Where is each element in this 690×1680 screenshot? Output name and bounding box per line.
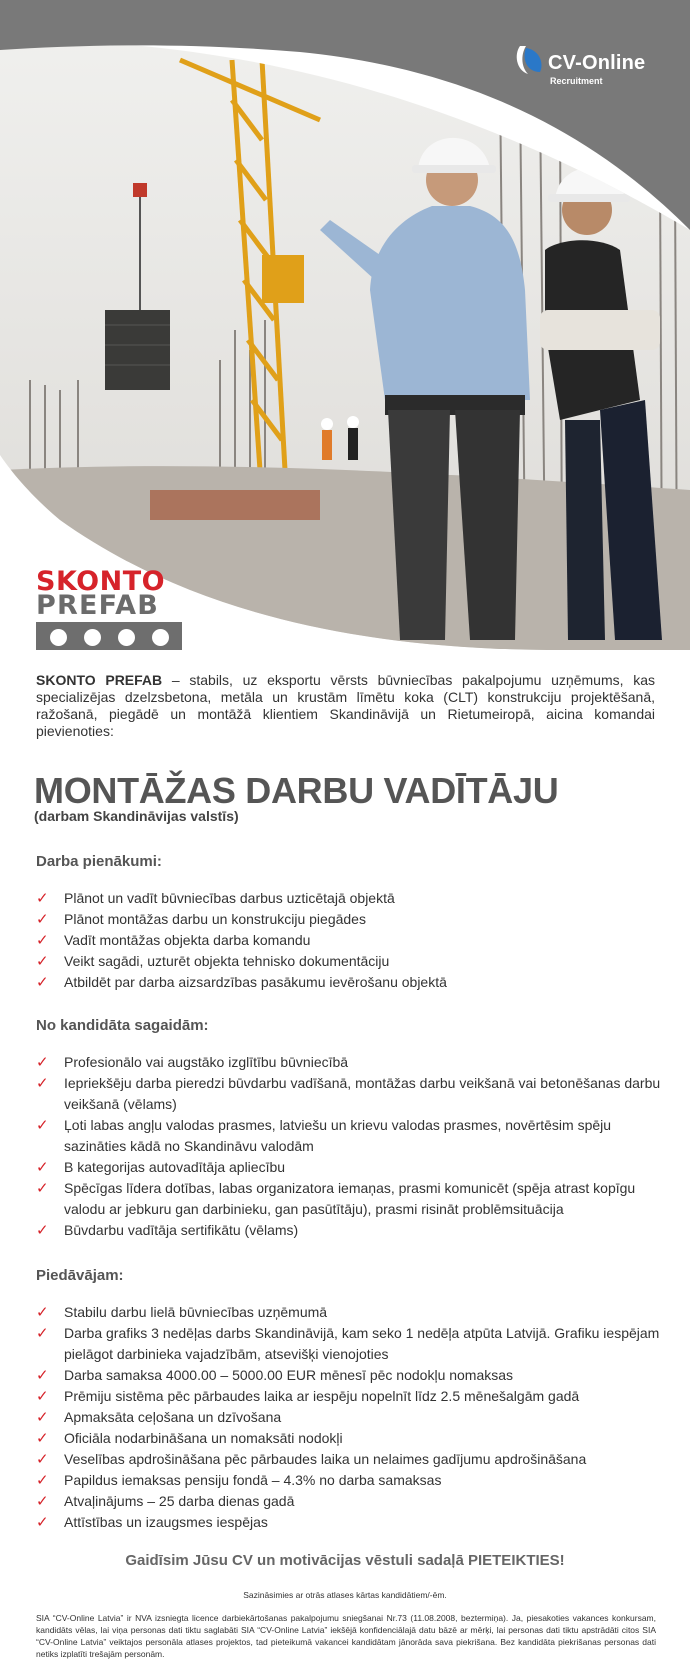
- skonto-word: SKONTO: [36, 566, 166, 597]
- checkmark-icon: ✓: [36, 1430, 49, 1447]
- checkmark-icon: ✓: [36, 1054, 49, 1071]
- list-item-text: Darba grafiks 3 nedēļas darbs Skandināvijā, kam seko 1 nedēļa atpūta Latvijā. Grafiku iespējam pielāgot darbinieka vajadzībām, atsevišķi vienojoties: [64, 1325, 660, 1362]
- list-item: [36, 1052, 666, 1073]
- list-item-text: Atbildēt par darba aizsardzības pasākumu ievērošanu objektā: [64, 974, 447, 990]
- intro-text: – stabils, uz eksportu vērsts būvniecības pakalpojumu uzņēmums, kas specializējas dzelzsbetona, metāla un krustām līmētu koka (CLT) konstrukciju projektēšanā, ražošanā, piegādē un montāžā klientiem Skandināvijā un Rietumeiropā, aicina komandai pievienoties:: [36, 672, 655, 739]
- list-item: [36, 972, 666, 993]
- prefab-dot-icon: [118, 629, 135, 646]
- skonto-prefab-logo: [36, 566, 182, 650]
- list-item-text: B kategorijas autovadītāja apliecību: [64, 1159, 286, 1175]
- list-item: [36, 1178, 666, 1220]
- checkmark-icon: ✓: [36, 1159, 49, 1176]
- list-item: [36, 1302, 666, 1323]
- list-item-text: Darba samaksa 4000.00 – 5000.00 EUR mēnesī pēc nodokļu nomaksas: [64, 1367, 514, 1383]
- offer-list: [36, 1302, 666, 1533]
- list-item: [36, 888, 666, 909]
- company-name: SKONTO PREFAB: [36, 672, 163, 688]
- contact-note: Sazināsimies ar otrās atlases kārtas kandidātiem/-ēm.: [243, 1590, 447, 1600]
- list-item: [36, 1073, 666, 1115]
- checkmark-icon: ✓: [36, 890, 49, 907]
- apply-call-to-action: Gaidīsim Jūsu CV un motivācijas vēstuli sadaļā PIETEIKTIES!: [125, 1552, 565, 1569]
- construction-site-photo: [0, 0, 690, 650]
- checkmark-icon: ✓: [36, 1514, 49, 1531]
- list-item-text: Papildus iemaksas pensiju fondā – 4.3% no darba samaksas: [64, 1472, 442, 1488]
- cv-online-name: CV-Online: [548, 52, 646, 74]
- list-item-text: Ļoti labas angļu valodas prasmes, latviešu un krievu valodas prasmes, novērtēsim spēju sazināties kādā no Skandināvu valodām: [64, 1117, 612, 1154]
- company-intro: [36, 672, 655, 740]
- list-item: [36, 1491, 666, 1512]
- checkmark-icon: ✓: [36, 911, 49, 928]
- list-item: [36, 1157, 666, 1178]
- duties-heading: Darba pienākumi:: [36, 853, 162, 870]
- list-item-text: Plānot montāžas darbu un konstrukciju piegādes: [64, 911, 366, 927]
- list-item: [36, 1470, 666, 1491]
- list-item-text: Stabilu darbu lielā būvniecības uzņēmumā: [64, 1304, 328, 1320]
- prefab-dot-icon: [84, 629, 101, 646]
- prefab-dots-bar: [36, 622, 182, 650]
- requirements-list: [36, 1052, 666, 1241]
- list-item-text: Attīstības un izaugsmes iespējas: [64, 1514, 268, 1530]
- duties-list: [36, 888, 666, 993]
- list-item-text: Būvdarbu vadītāja sertifikātu (vēlams): [64, 1222, 299, 1238]
- list-item-text: Vadīt montāžas objekta darba komandu: [64, 932, 311, 948]
- list-item-text: Iepriekšēju darba pieredzi būvdarbu vadīšanā, montāžas darbu veikšanā vai betonēšanas darbu veikšanā (vēlams): [64, 1075, 661, 1112]
- checkmark-icon: ✓: [36, 1180, 49, 1197]
- checkmark-icon: ✓: [36, 1117, 49, 1134]
- cv-online-mark-icon: [512, 42, 550, 80]
- list-item: [36, 1365, 666, 1386]
- checkmark-icon: ✓: [36, 1451, 49, 1468]
- list-item-text: Spēcīgas līdera dotības, labas organizatora iemaņas, prasmi komunicēt (spēja atrast kopīgu valodu ar jebkuru gan darbinieku, gan pasūtītāju), prasmi risināt problēmsituācija: [64, 1180, 636, 1217]
- checkmark-icon: ✓: [36, 1325, 49, 1342]
- list-item-text: Veikt sagādi, uzturēt objekta tehnisko dokumentāciju: [64, 953, 390, 969]
- requirements-heading: No kandidāta sagaidām:: [36, 1017, 209, 1034]
- list-item: [36, 1428, 666, 1449]
- list-item-text: Prēmiju sistēma pēc pārbaudes laika ar iespēju nopelnīt līdz 2.5 mēnešalgām gadā: [64, 1388, 580, 1404]
- list-item: [36, 1220, 666, 1241]
- list-item: [36, 909, 666, 930]
- list-item-text: Veselības apdrošināšana pēc pārbaudes laika un nelaimes gadījumu apdrošināšana: [64, 1451, 587, 1467]
- checkmark-icon: ✓: [36, 1075, 49, 1092]
- checkmark-icon: ✓: [36, 1472, 49, 1489]
- prefab-dot-icon: [50, 629, 67, 646]
- checkmark-icon: ✓: [36, 1304, 49, 1321]
- checkmark-icon: ✓: [36, 1222, 49, 1239]
- prefab-dot-icon: [152, 629, 169, 646]
- prefab-word: PREFAB: [36, 590, 160, 621]
- list-item: [36, 1449, 666, 1470]
- list-item: [36, 951, 666, 972]
- list-item: [36, 1115, 666, 1157]
- list-item: [36, 930, 666, 951]
- list-item-text: Plānot un vadīt būvniecības darbus uzticētajā objektā: [64, 890, 395, 906]
- list-item-text: Apmaksāta ceļošana un dzīvošana: [64, 1409, 282, 1425]
- hero-banner: [0, 0, 690, 650]
- list-item-text: Profesionālo vai augstāko izglītību būvniecībā: [64, 1054, 349, 1070]
- checkmark-icon: ✓: [36, 932, 49, 949]
- list-item: [36, 1323, 666, 1365]
- job-subtitle: (darbam Skandināvijas valstīs): [34, 808, 239, 824]
- checkmark-icon: ✓: [36, 1409, 49, 1426]
- list-item: [36, 1512, 666, 1533]
- list-item: [36, 1407, 666, 1428]
- checkmark-icon: ✓: [36, 953, 49, 970]
- list-item-text: Oficiāla nodarbināšana un nomaksāti nodokļi: [64, 1430, 343, 1446]
- cv-online-subtitle: Recruitment: [550, 76, 603, 86]
- legal-notice: SIA “CV-Online Latvia” ir NVA izsniegta licence darbiekārtošanas pakalpojumu sniegšanai Nr.73 (11.08.2008, beztermiņa). Ja, piesakoties vakances konkursam, kandidāts vēlas, lai viņa personas dati tiktu saglabāti SIA “CV-Online Latvia” iekšējā konfidenciālajā datu bāzē ar mērķi, lai personas dati tiktu apstrādāti citos SIA “CV-Online Latvia” veiktajos personāla atlases projektos, tad pieteikumā vakancei kandidātam jānorāda sava piekrišana. Bez kandidāta piekrišanas personas dati netiks izplatīti trešajām personām.: [36, 1613, 656, 1659]
- checkmark-icon: ✓: [36, 1493, 49, 1510]
- job-title: MONTĀŽAS DARBU VADĪTĀJU: [34, 770, 559, 811]
- cv-online-logo: [512, 42, 662, 90]
- checkmark-icon: ✓: [36, 974, 49, 991]
- offer-heading: Piedāvājam:: [36, 1267, 124, 1284]
- checkmark-icon: ✓: [36, 1367, 49, 1384]
- checkmark-icon: ✓: [36, 1388, 49, 1405]
- list-item-text: Atvaļinājums – 25 darba dienas gadā: [64, 1493, 295, 1509]
- list-item: [36, 1386, 666, 1407]
